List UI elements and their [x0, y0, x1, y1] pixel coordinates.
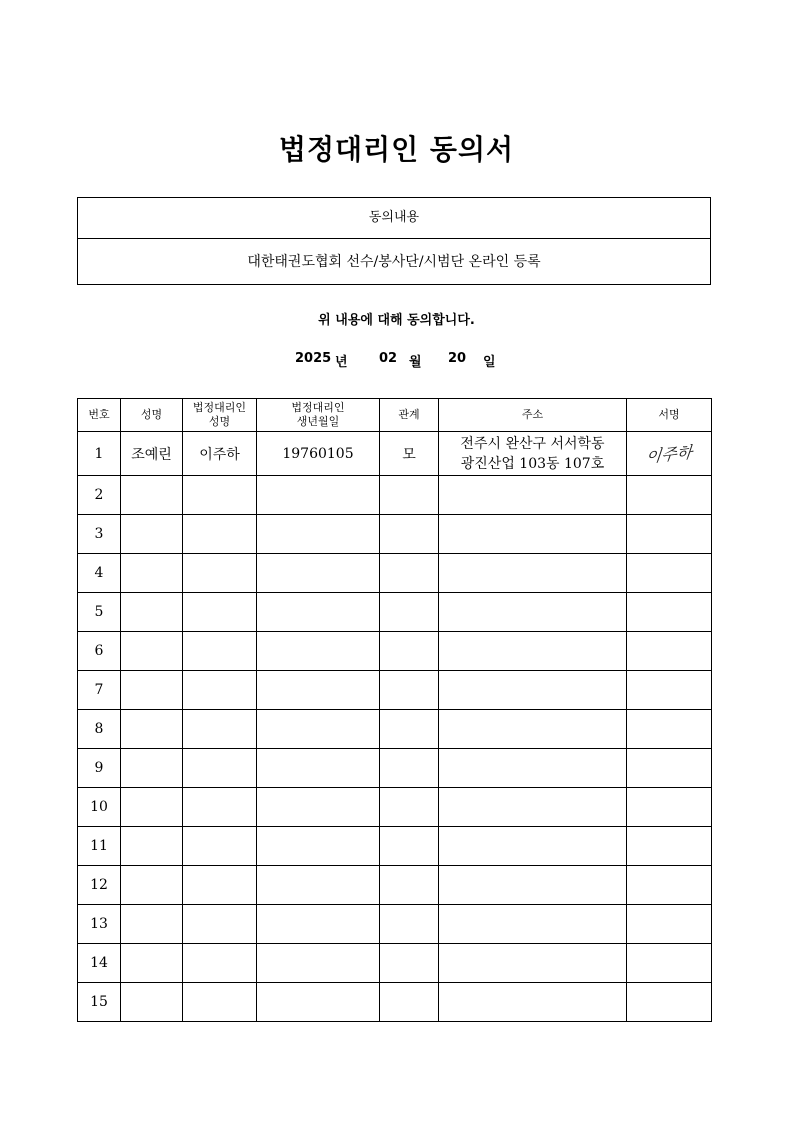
- cell-no: 14: [78, 944, 121, 983]
- cell-address: [439, 788, 627, 827]
- cell-signature: [627, 827, 712, 866]
- cell-signature: [627, 593, 712, 632]
- cell-no: 1: [78, 432, 121, 476]
- cell-guardian-name: [183, 983, 257, 1022]
- cell-address: [439, 554, 627, 593]
- header-guardian-birth: [257, 399, 380, 432]
- header-address: 주소: [439, 399, 627, 432]
- date-month: 02: [379, 351, 398, 366]
- cell-signature: [627, 944, 712, 983]
- cell-guardian-birth: [257, 983, 380, 1022]
- cell-guardian-name: [183, 593, 257, 632]
- cell-no: 8: [78, 710, 121, 749]
- cell-no: 5: [78, 593, 121, 632]
- cell-guardian-birth: [257, 827, 380, 866]
- cell-no: 6: [78, 632, 121, 671]
- cell-name: [121, 515, 183, 554]
- cell-signature: [627, 710, 712, 749]
- cell-guardian-name: [183, 827, 257, 866]
- cell-guardian-name: [183, 749, 257, 788]
- cell-signature: [627, 671, 712, 710]
- header-guardian-birth-line2: 생년월일: [296, 415, 340, 428]
- cell-guardian-birth: [257, 593, 380, 632]
- table-row: [78, 749, 712, 788]
- date-day: 20: [448, 351, 467, 366]
- table-header-row: [78, 399, 712, 432]
- cell-signature: [627, 554, 712, 593]
- table-row: [78, 944, 712, 983]
- cell-relation: [380, 710, 439, 749]
- cell-address: [439, 944, 627, 983]
- cell-guardian-birth: [257, 632, 380, 671]
- agree-statement: 위 내용에 대해 동의합니다.: [318, 313, 475, 328]
- cell-name: [121, 944, 183, 983]
- cell-guardian-name: [183, 905, 257, 944]
- header-signature: 서명: [627, 399, 712, 432]
- date-month-unit: 월: [409, 355, 422, 370]
- consent-box: [77, 197, 711, 285]
- cell-address-line2: 광진산업 103동 107호: [460, 455, 605, 472]
- table-row: [78, 827, 712, 866]
- cell-no: 15: [78, 983, 121, 1022]
- cell-relation: [380, 827, 439, 866]
- cell-address: [439, 905, 627, 944]
- cell-relation: [380, 671, 439, 710]
- table-row: [78, 476, 712, 515]
- cell-signature: [627, 788, 712, 827]
- cell-name: [121, 671, 183, 710]
- cell-guardian-birth: [257, 788, 380, 827]
- cell-signature: [627, 432, 712, 476]
- table-row: [78, 866, 712, 905]
- cell-address: [439, 432, 627, 476]
- cell-signature: [627, 515, 712, 554]
- cell-address-line1: 전주시 완산구 서서학동: [460, 435, 605, 452]
- cell-signature: [627, 866, 712, 905]
- cell-name: [121, 554, 183, 593]
- cell-relation: [380, 476, 439, 515]
- date-year: 2025: [295, 351, 332, 366]
- document-title: 법정대리인 동의서: [278, 133, 515, 166]
- consent-content: 대한태권도협회 선수/봉사단/시범단 온라인 등록: [247, 254, 541, 270]
- cell-name: [121, 866, 183, 905]
- cell-no: 10: [78, 788, 121, 827]
- cell-relation: [380, 554, 439, 593]
- cell-guardian-name: [183, 554, 257, 593]
- cell-guardian-birth: [257, 671, 380, 710]
- table-row: [78, 983, 712, 1022]
- cell-guardian-birth: [257, 476, 380, 515]
- cell-signature: [627, 983, 712, 1022]
- date-year-unit: 년: [335, 355, 348, 370]
- cell-guardian-birth: [257, 749, 380, 788]
- cell-address: [439, 671, 627, 710]
- cell-address: [439, 632, 627, 671]
- cell-no: 4: [78, 554, 121, 593]
- cell-no: 3: [78, 515, 121, 554]
- table-row: [78, 788, 712, 827]
- cell-guardian-name: [183, 476, 257, 515]
- cell-relation: [380, 944, 439, 983]
- cell-name: [121, 632, 183, 671]
- header-name: 성명: [121, 399, 183, 432]
- table-row: [78, 515, 712, 554]
- date-day-unit: 일: [483, 355, 496, 370]
- cell-name: [121, 827, 183, 866]
- cell-guardian-name: [183, 788, 257, 827]
- cell-relation: [380, 866, 439, 905]
- cell-guardian-birth: [257, 710, 380, 749]
- cell-address: [439, 866, 627, 905]
- header-guardian-name: [183, 399, 257, 432]
- cell-no: 12: [78, 866, 121, 905]
- cell-guardian-birth: [257, 905, 380, 944]
- table-row: [78, 593, 712, 632]
- cell-signature: [627, 632, 712, 671]
- table-row: [78, 905, 712, 944]
- cell-relation: [380, 593, 439, 632]
- cell-guardian-birth: [257, 866, 380, 905]
- cell-address: [439, 983, 627, 1022]
- header-no: 번호: [78, 399, 121, 432]
- cell-no: 2: [78, 476, 121, 515]
- cell-guardian-name: 이주하: [183, 432, 257, 476]
- cell-name: [121, 710, 183, 749]
- cell-relation: [380, 905, 439, 944]
- cell-address: [439, 593, 627, 632]
- cell-name: [121, 905, 183, 944]
- cell-name: [121, 749, 183, 788]
- cell-guardian-name: [183, 671, 257, 710]
- table-row: [78, 632, 712, 671]
- header-guardian-name-line1: 법정대리인: [192, 401, 247, 414]
- cell-address: [439, 710, 627, 749]
- cell-relation: [380, 515, 439, 554]
- consent-header: 동의내용: [78, 198, 710, 239]
- cell-guardian-birth: [257, 515, 380, 554]
- cell-no: 11: [78, 827, 121, 866]
- cell-no: 9: [78, 749, 121, 788]
- cell-no: 13: [78, 905, 121, 944]
- cell-guardian-name: [183, 710, 257, 749]
- table-row: [78, 432, 712, 476]
- cell-signature: [627, 905, 712, 944]
- cell-no: 7: [78, 671, 121, 710]
- cell-guardian-name: [183, 515, 257, 554]
- cell-address: [439, 827, 627, 866]
- cell-name: [121, 476, 183, 515]
- cell-guardian-name: [183, 866, 257, 905]
- cell-guardian-name: [183, 944, 257, 983]
- header-guardian-birth-line1: 법정대리인: [291, 401, 345, 414]
- cell-address: [439, 515, 627, 554]
- cell-guardian-birth: [257, 554, 380, 593]
- cell-relation: [380, 632, 439, 671]
- cell-guardian-name: [183, 632, 257, 671]
- cell-signature: [627, 476, 712, 515]
- guardian-table: [77, 398, 712, 1022]
- cell-relation: [380, 788, 439, 827]
- handwritten-signature: 이주하: [644, 442, 693, 467]
- header-relation: 관계: [380, 399, 439, 432]
- cell-address: [439, 749, 627, 788]
- cell-relation: [380, 749, 439, 788]
- cell-name: [121, 593, 183, 632]
- cell-signature: [627, 749, 712, 788]
- table-row: [78, 554, 712, 593]
- cell-name: 조예린: [121, 432, 183, 476]
- cell-name: [121, 983, 183, 1022]
- table-row: [78, 671, 712, 710]
- cell-name: [121, 788, 183, 827]
- cell-relation: [380, 983, 439, 1022]
- cell-relation: 모: [380, 432, 439, 476]
- cell-guardian-birth: [257, 944, 380, 983]
- cell-address: [439, 476, 627, 515]
- table-row: [78, 710, 712, 749]
- cell-guardian-birth: 19760105: [257, 432, 380, 476]
- header-guardian-name-line2: 성명: [208, 415, 231, 428]
